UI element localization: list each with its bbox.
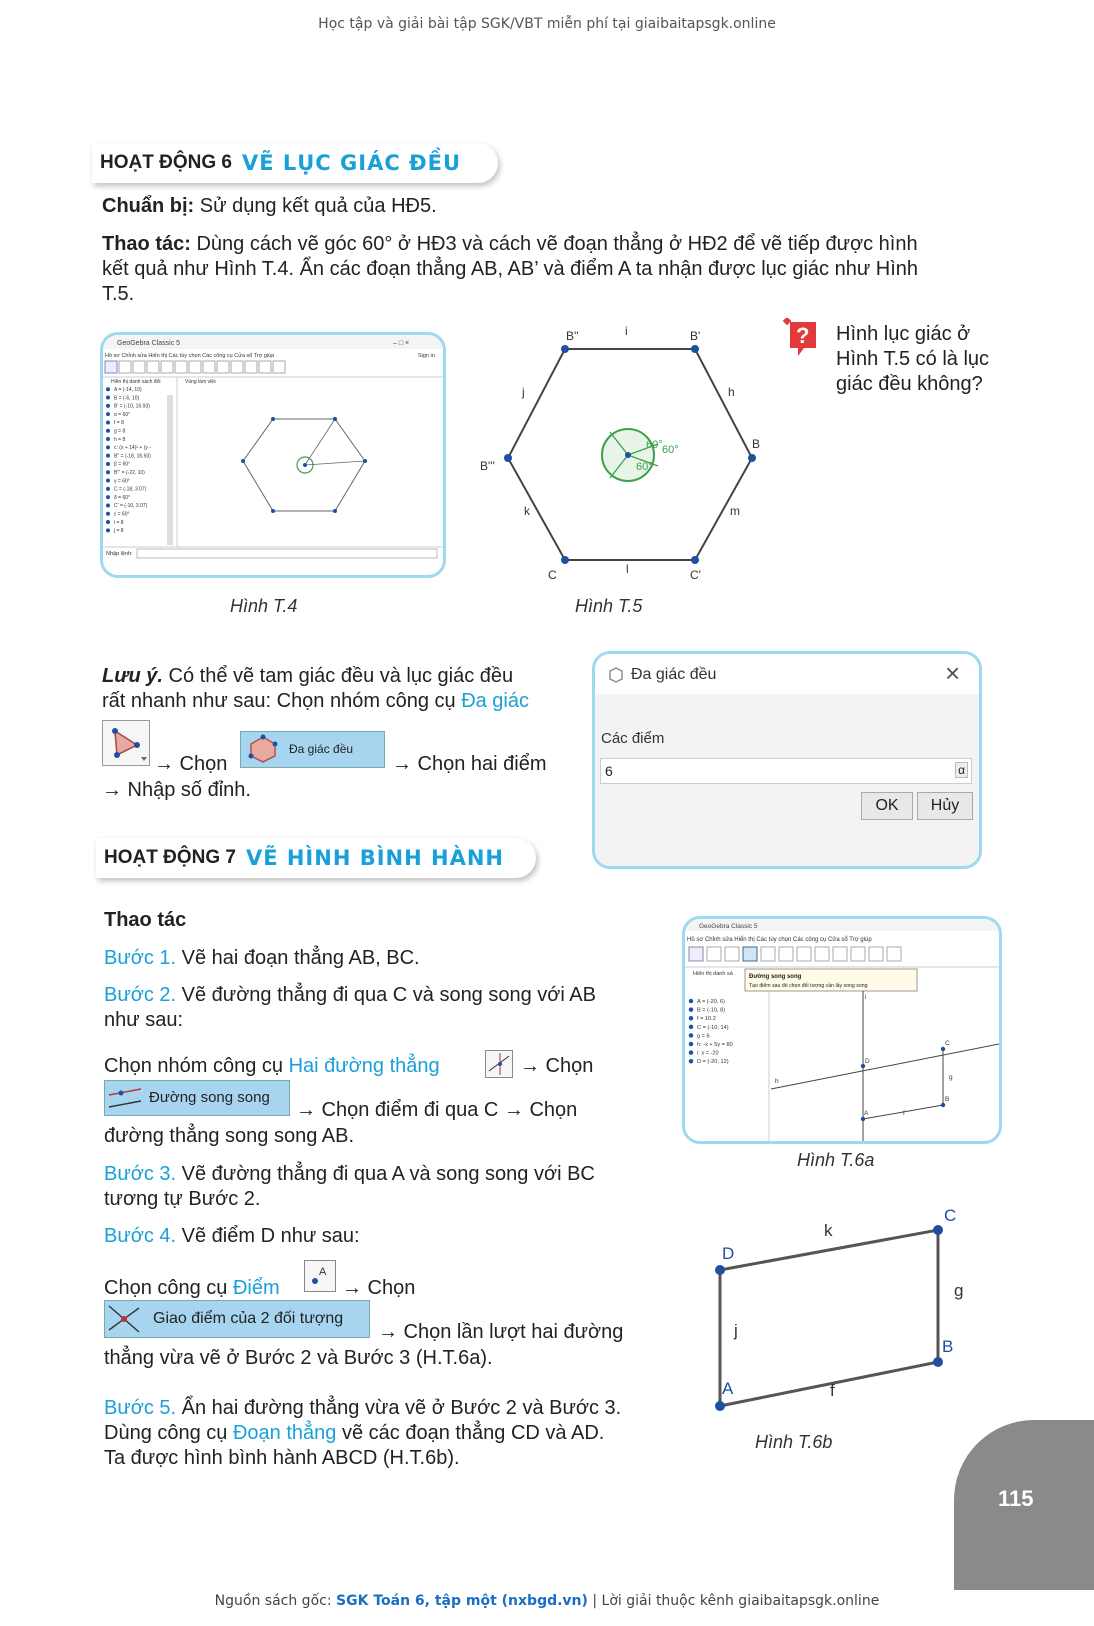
algebra-item-dot[interactable]	[689, 1007, 693, 1011]
caption-t5: Hình T.5	[575, 596, 643, 616]
regular-polygon-tool-label: Đa giác đều	[289, 742, 354, 756]
point-tool-icon[interactable]	[304, 1260, 336, 1292]
algebra-item-dot[interactable]	[106, 412, 110, 416]
algebra-item-dot[interactable]	[106, 487, 110, 491]
ggb-t4-panel-header: Hiển thị danh sách đối	[111, 379, 161, 385]
algebra-item[interactable]: B'' = (-18, 16.93)	[114, 453, 151, 460]
caption-t6a: Hình T.6a	[797, 1150, 875, 1170]
geogebra-t6a-drawing	[685, 919, 999, 1141]
svg-text:A: A	[319, 1266, 327, 1278]
ggb-t6a-tooltip	[745, 969, 917, 991]
ggb-t6a-label-g: g	[949, 1074, 953, 1081]
caption-t4: Hình T.4	[230, 596, 298, 616]
ggb-t6a-label-f: f	[903, 1110, 905, 1117]
algebra-item[interactable]: B' = (-10, 16.93)	[114, 403, 150, 410]
step4	[104, 1224, 360, 1249]
ggb-t6a-panel-header: Hiển thị danh sá	[693, 971, 733, 977]
ggb-t4-menu: Hồ sơ Chỉnh sửa Hiển thị Các tùy chọn Các công cụ Cửa sổ Trợ giúp	[105, 353, 275, 359]
algebra-item-dot[interactable]	[106, 429, 110, 433]
algebra-item[interactable]: B = (-10, 8)	[697, 1007, 726, 1014]
page-header: Học tập và giải bài tập SGK/VBT miễn phí tại giaibaitapsgk.online	[318, 16, 776, 32]
tooltip-text: Tạo điểm sau đó chọn đối tượng cần lấy song song	[749, 983, 868, 989]
question-icon	[782, 318, 822, 360]
two-lines-tool-icon[interactable]	[485, 1050, 513, 1078]
result-text: Ta được hình bình hành ABCD (H.T.6b).	[104, 1447, 460, 1469]
question-text: Hình lục giác ở Hình T.5 có là lục giác đều không?	[836, 323, 990, 395]
algebra-item-dot[interactable]	[689, 1025, 693, 1029]
op-paragraph	[102, 232, 1002, 307]
algebra-item-dot[interactable]	[106, 445, 110, 449]
hexagon-center-angles	[602, 429, 679, 481]
algebra-item[interactable]: ε = 60°	[114, 511, 130, 518]
label-h: h	[728, 385, 735, 399]
step2-text: Vẽ đường thẳng đi qua C và song song với AB	[181, 984, 596, 1006]
ggb-t4-signin[interactable]: Sign in	[418, 353, 435, 359]
step5-text: Ẩn hai đường thẳng vừa vẽ ở Bước 2 và Bước 3.	[181, 1397, 622, 1419]
ggb-t4-title: GeoGebra Classic 5	[117, 340, 181, 347]
step4-choose: → Chọn	[342, 1277, 416, 1299]
algebra-item[interactable]: c: (x + 14)² + (y -	[114, 445, 151, 452]
ggb-t4-scrollbar[interactable]	[167, 395, 173, 545]
regular-polygon-dialog	[592, 651, 982, 869]
algebra-item-dot[interactable]	[106, 404, 110, 408]
parallelogram-t6b	[700, 1196, 980, 1426]
step3-label: Bước 3.	[104, 1163, 177, 1185]
step2-after: → Chọn điểm đi qua C → Chọn	[296, 1099, 578, 1121]
angle-label: 60°	[646, 439, 663, 451]
algebra-item[interactable]: g = 6	[697, 1033, 710, 1040]
para-label-a: A	[722, 1379, 734, 1398]
page-footer	[0, 1593, 1094, 1609]
algebra-item[interactable]: i = 8	[114, 519, 124, 526]
note-polygon-group: Đa giác	[461, 690, 529, 712]
step1-label: Bước 1.	[104, 947, 177, 969]
label-c1: C'	[690, 568, 701, 582]
ggb-t4-input-label: Nhập lệnh:	[106, 551, 133, 557]
step5-text2b: Đoạn thẳng	[232, 1422, 337, 1444]
algebra-item-dot[interactable]	[106, 396, 110, 400]
intersect-tool-button[interactable]	[104, 1300, 370, 1338]
ggb-t6a-label-d: D	[865, 1058, 870, 1065]
algebra-item[interactable]: C = (-18, 3.07)	[114, 486, 147, 493]
label-c: C	[548, 568, 557, 582]
footer-source-link[interactable]: SGK Toán 6, tập một (nxbgd.vn)	[336, 1593, 588, 1609]
label-b1: B'	[690, 329, 701, 343]
para-label-f: f	[830, 1381, 835, 1400]
algebra-item-dot[interactable]	[689, 1033, 693, 1037]
algebra-item[interactable]: δ = 60°	[114, 494, 131, 501]
step4-tool	[104, 1276, 280, 1301]
algebra-item-dot[interactable]	[106, 495, 110, 499]
algebra-item[interactable]: f = 8	[114, 420, 124, 427]
algebra-item-dot[interactable]	[106, 437, 110, 441]
step4-label: Bước 4.	[104, 1225, 177, 1247]
activity7-title: VẼ HÌNH BÌNH HÀNH	[245, 846, 504, 870]
algebra-item-dot[interactable]	[106, 420, 110, 424]
label-l: l	[626, 562, 629, 576]
note-paragraph	[102, 664, 572, 714]
step2-label: Bước 2.	[104, 984, 177, 1006]
algebra-item-dot[interactable]	[689, 1016, 693, 1020]
footer-source-label: Nguồn sách gốc:	[214, 1593, 332, 1609]
para-label-b: B	[942, 1337, 954, 1356]
para-label-g: g	[954, 1281, 964, 1300]
parallel-line-tool-label: Đường song song	[149, 1089, 270, 1106]
step2-group-a: Chọn nhóm công cụ	[104, 1055, 284, 1077]
algebra-item[interactable]: A = (-20, 6)	[697, 999, 725, 1005]
dialog-alpha-button[interactable]: α	[955, 762, 968, 778]
note-line2a: rất nhanh như sau: Chọn nhóm công cụ	[102, 690, 456, 712]
label-b: B	[752, 437, 761, 451]
step2-group	[104, 1054, 440, 1079]
activity7-label: HOẠT ĐỘNG 7	[104, 847, 236, 868]
ggb-t6a-algebra-list	[689, 999, 733, 1065]
ggb-t4-hexagon	[241, 417, 367, 513]
algebra-item-dot[interactable]	[106, 503, 110, 507]
step2-choose: → Chọn	[520, 1055, 594, 1077]
op-line2: kết quả như Hình T.4. Ẩn các đoạn thẳng AB, AB’ và điểm A ta nhận được lục giác như Hình	[102, 258, 919, 280]
algebra-item-dot[interactable]	[106, 528, 110, 532]
angle-label: 60°	[636, 461, 653, 473]
ggb-t4-work-header: Vùng làm việc	[185, 379, 217, 385]
geogebra-window-t6a	[682, 916, 1002, 1144]
ggb-t6a-menu: Hồ sơ Chỉnh sửa Hiển thị Các tùy chọn Các công cụ Cửa sổ Trợ giúp	[687, 937, 872, 943]
activity7-header	[96, 838, 536, 878]
algebra-item[interactable]: j = 8	[114, 528, 124, 535]
step2-after2: đường thẳng song song AB.	[104, 1125, 355, 1147]
page-number: 115	[998, 1486, 1034, 1511]
algebra-item[interactable]: γ = 60°	[114, 478, 130, 485]
dialog-points-input[interactable]	[600, 758, 972, 784]
label-k: k	[524, 504, 530, 518]
svg-text:?: ?	[796, 323, 810, 348]
label-b3: B'''	[480, 459, 495, 473]
dialog-cancel-button[interactable]: Hủy	[917, 792, 973, 820]
para-label-c: C	[944, 1206, 957, 1225]
algebra-item-dot[interactable]	[106, 470, 110, 474]
note-label: Lưu ý.	[102, 665, 163, 687]
parallel-line-tool-button[interactable]	[104, 1080, 290, 1116]
label-j: j	[522, 385, 525, 399]
prep-label: Chuẩn bị:	[102, 195, 195, 217]
ggb-t6a-label-h: h	[775, 1078, 779, 1085]
step4-text: Vẽ điểm D như sau:	[181, 1225, 360, 1247]
angle-label: 60°	[662, 444, 679, 456]
note-choose-points: → Chọn hai điểm	[392, 753, 547, 775]
geogebra-t4-drawing	[103, 335, 443, 575]
activity6-header	[92, 143, 498, 183]
dialog-points-value: 6	[605, 763, 613, 779]
step5	[104, 1396, 684, 1446]
tooltip-title: Đường song song	[749, 974, 802, 980]
para-label-k: k	[824, 1221, 833, 1240]
label-m: m	[730, 504, 740, 518]
op-label: Thao tác:	[102, 233, 191, 255]
dialog-title: Đa giác đều	[631, 666, 717, 683]
algebra-item[interactable]: D = (-20, 12)	[697, 1059, 729, 1066]
step2	[104, 983, 664, 1033]
algebra-item[interactable]: B = (-6, 10)	[114, 395, 140, 402]
ggb-t6a-title: GeoGebra Classic 5	[699, 923, 758, 930]
step4-tool-a: Chọn công cụ	[104, 1277, 228, 1299]
step5-text2c: vẽ các đoạn thẳng CD và AD.	[341, 1422, 605, 1444]
dialog-close-icon[interactable]: ×	[945, 658, 961, 688]
ggb-t4-input[interactable]	[137, 549, 437, 558]
ops-heading: Thao tác	[104, 909, 187, 931]
step2-text2: như sau:	[104, 1009, 183, 1031]
step4-after2: thẳng vừa vẽ ở Bước 2 và Bước 3 (H.T.6a).	[104, 1347, 493, 1369]
footer-credit: | Lời giải thuộc kênh giaibaitapsgk.online	[592, 1593, 880, 1609]
algebra-item[interactable]: h = 8	[114, 436, 126, 443]
activity6-title: VẼ LỤC GIÁC ĐỀU	[241, 151, 462, 175]
algebra-item[interactable]: α = 60°	[114, 411, 131, 418]
geogebra-window-t4	[100, 332, 446, 578]
hexagon-t5	[470, 320, 770, 590]
note-enter-vertices: → Nhập số đỉnh.	[102, 779, 251, 801]
label-i: i	[625, 324, 628, 338]
note-arrow-choose: → Chọn	[154, 753, 228, 775]
algebra-item-dot[interactable]	[689, 1059, 693, 1063]
algebra-item[interactable]: B''' = (-22, 10)	[114, 470, 145, 476]
dialog-polygon-icon	[607, 666, 625, 684]
step3-text: Vẽ đường thẳng đi qua A và song song với BC	[181, 1163, 595, 1185]
algebra-item[interactable]: A = (-14, 10)	[114, 387, 142, 393]
step1	[104, 946, 664, 971]
note-line1: Có thể vẽ tam giác đều và lục giác đều	[168, 665, 514, 687]
algebra-item[interactable]: g = 8	[114, 428, 126, 435]
ggb-t6a-label-b: B	[945, 1096, 950, 1103]
step4-tool-b: Điểm	[232, 1277, 280, 1299]
op-line3: T.5.	[102, 283, 135, 305]
step2-group-b: Hai đường thẳng	[288, 1055, 440, 1077]
algebra-item-dot[interactable]	[106, 479, 110, 483]
algebra-item-dot[interactable]	[106, 512, 110, 516]
algebra-item-dot[interactable]	[106, 462, 110, 466]
prep-line	[102, 194, 1002, 219]
caption-t6b: Hình T.6b	[755, 1432, 833, 1452]
algebra-item[interactable]: h: -x + 5y = 80	[697, 1042, 733, 1048]
algebra-item-dot[interactable]	[689, 1042, 693, 1046]
dialog-field-label: Các điểm	[601, 730, 665, 747]
algebra-item-dot[interactable]	[689, 1050, 693, 1054]
algebra-item[interactable]: i: x = -20	[697, 1050, 719, 1057]
step4-after: → Chọn lần lượt hai đường	[378, 1321, 624, 1343]
polygon-tool-icon[interactable]	[102, 720, 150, 766]
activity6-label: HOẠT ĐỘNG 6	[100, 152, 232, 173]
page-number-tab	[954, 1420, 1094, 1590]
ggb-t6a-label-c: C	[945, 1040, 950, 1047]
intersect-tool-label: Giao điểm của 2 đối tượng	[153, 1310, 344, 1327]
step3-text2: tương tự Bước 2.	[104, 1188, 261, 1210]
op-line1: Dùng cách vẽ góc 60° ở HĐ3 và cách vẽ đoạn thẳng ở HĐ2 để vẽ tiếp được hình	[196, 233, 918, 255]
algebra-item-dot[interactable]	[106, 454, 110, 458]
step3	[104, 1162, 664, 1212]
algebra-item-dot[interactable]	[106, 520, 110, 524]
step5-text2a: Dùng công cụ	[104, 1422, 228, 1444]
label-b2: B''	[566, 329, 579, 343]
algebra-item[interactable]: f = 10.2	[697, 1016, 716, 1023]
ggb-t6a-toolbar[interactable]	[689, 947, 901, 961]
ggb-t4-algebra-list	[106, 387, 151, 534]
algebra-item-dot[interactable]	[689, 999, 693, 1003]
prep-text: Sử dụng kết quả của HĐ5.	[199, 195, 437, 217]
para-label-d: D	[722, 1244, 735, 1263]
step1-text: Vẽ hai đoạn thẳng AB, BC.	[181, 947, 420, 969]
ggb-t4-toolbar[interactable]	[105, 361, 285, 373]
svg-text:– □ ×: – □ ×	[393, 340, 410, 347]
algebra-item[interactable]: C' = (-10, 3.07)	[114, 503, 148, 510]
step5-label: Bước 5.	[104, 1397, 177, 1419]
algebra-item-dot[interactable]	[106, 387, 110, 391]
algebra-item[interactable]: β = 60°	[114, 461, 131, 468]
dialog-ok-button[interactable]: OK	[861, 792, 913, 820]
ggb-t6a-label-i: i	[865, 994, 867, 1001]
algebra-item[interactable]: C = (-10, 14)	[697, 1024, 729, 1031]
regular-polygon-tool-button[interactable]	[240, 731, 385, 768]
ggb-t6a-label-a: A	[864, 1110, 869, 1117]
para-label-j: j	[734, 1321, 738, 1340]
